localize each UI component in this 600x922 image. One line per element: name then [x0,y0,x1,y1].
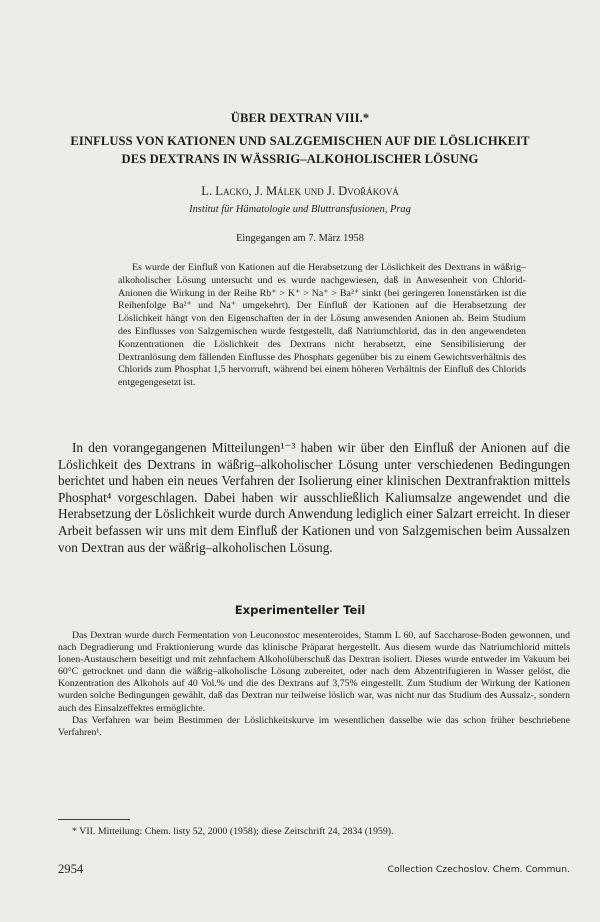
institute: Institut für Hämatologie und Bluttransfusionen, Prag [189,204,411,215]
introduction-paragraph: In den vorangegangenen Mitteilungen¹⁻³ haben wir über den Einfluß der Anionen auf die Löslichkeit des Dextrans in wäßrig–alkoholischer Lösung unter verschiedenen Bedingungen berichtet und haben ein neues Verfahren der Isolierung einer klinischen Dextranfraktion mittels Phosphat⁴ vorgeschlagen. Dabei haben wir ausschließlich Kaliumsalze angewendet und die Herabsetzung der Löslichkeit wurde durch Anwendung lediglich einer Salzart erreicht. In dieser Arbeit befassen wir uns mit dem Einfluß der Kationen und von Salzgemischen beim Aussalzen von Dextran aus der wäßrig–alkoholischen Lösung. [58,440,570,555]
title-line-1: ÜBER DEXTRAN VIII.* [230,111,370,125]
received-date: Eingegangen am 7. März 1958 [236,233,364,244]
journal-name: Collection Czechoslov. Chem. Commun. [387,864,570,875]
authors: L. Lacko, J. Málek und J. Dvořáková [201,184,399,198]
page-number: 2954 [58,862,84,876]
abstract: Es wurde der Einfluß von Kationen auf die Herabsetzung der Löslichkeit des Dextrans in wäßrig–alkoholischer Lösung untersucht und es wurde nachgewiesen, daß in Anwesenheit von Chlorid-Anionen die Wirkung in der Reihe Rb⁺ > K⁺ > Na⁺ > Ba²⁺ sinkt (bei geringeren Ionenstärken ist die Reihenfolge Ba²⁺ und Na⁺ umgekehrt). Der Einfluß der Kationen auf die Herabsetzung der Löslichkeit hängt von den Eigenschaften der in der Lösung anwesenden Anionen ab. Beim Studium des Einflusses von Salzgemischen wurde festgestellt, daß Natriumchlorid, das in den angewendeten Konzentrationen die Löslichkeit des Dextrans nicht herabsetzt, eine Sensibilisierung der Dextranlösung dem fällenden Einflusse des Phosphats gegenüber bis zu einem Gewichtsverhältnis des Chlorids zum Phosphat 1,5 hervorruft, während bei einem höheren Verhältnis der Einfluß des Chlorids entgegengesetzt ist. [118,262,526,389]
experimental-text [58,630,570,739]
section-heading: Experimenteller Teil [234,603,366,617]
title-line-3: DES DEXTRANS IN WÄSSRIG–ALKOHOLISCHER LÖSUNG [121,152,479,166]
footnote: * VII. Mitteilung: Chem. listy 52, 2000 (1958); diese Zeitschrift 24, 2834 (1959). [72,826,394,837]
experimental-paragraph: Das Dextran wurde durch Fermentation von Leuconostoc mesenteroides, Stamm L 60, auf Saccharose-Boden gewonnen, und nach Degradierung und Fraktionierung wurde das klinische Präparat hergestellt. Aus diesem wurde das Natriumchlorid mittels Ionen-Austauschern beseitigt und mit zehnfachem Alkoholüberschuß das Dextran isoliert. Dieses wurde entweder im Vakuum bei 60°C getrocknet und dann die wäßrig–alkoholische Lösung zubereitet, oder nach dem Abzentrifugieren in Wasser gelöst, die Konzentration des Alkohols auf 40 Vol.% und die des Dextrans auf 3,75% eingestellt. Zum Studium der Wirkung der Kationen wurden solche Bedingungen gewählt, daß das Dextran nur teilweise löslich war, was nicht nur das Studium des Aussalz-, sondern auch des Einsalzeffektes ermöglichte. [58,630,570,714]
experimental-paragraph: Das Verfahren war beim Bestimmen der Löslichkeitskurve im wesentlichen dasselbe wie das schon früher beschriebene Verfahren¹. [58,714,570,738]
footnote-rule [58,819,130,820]
title-line-2: EINFLUSS VON KATIONEN UND SALZGEMISCHEN AUF DIE LÖSLICHKEIT [70,134,530,148]
